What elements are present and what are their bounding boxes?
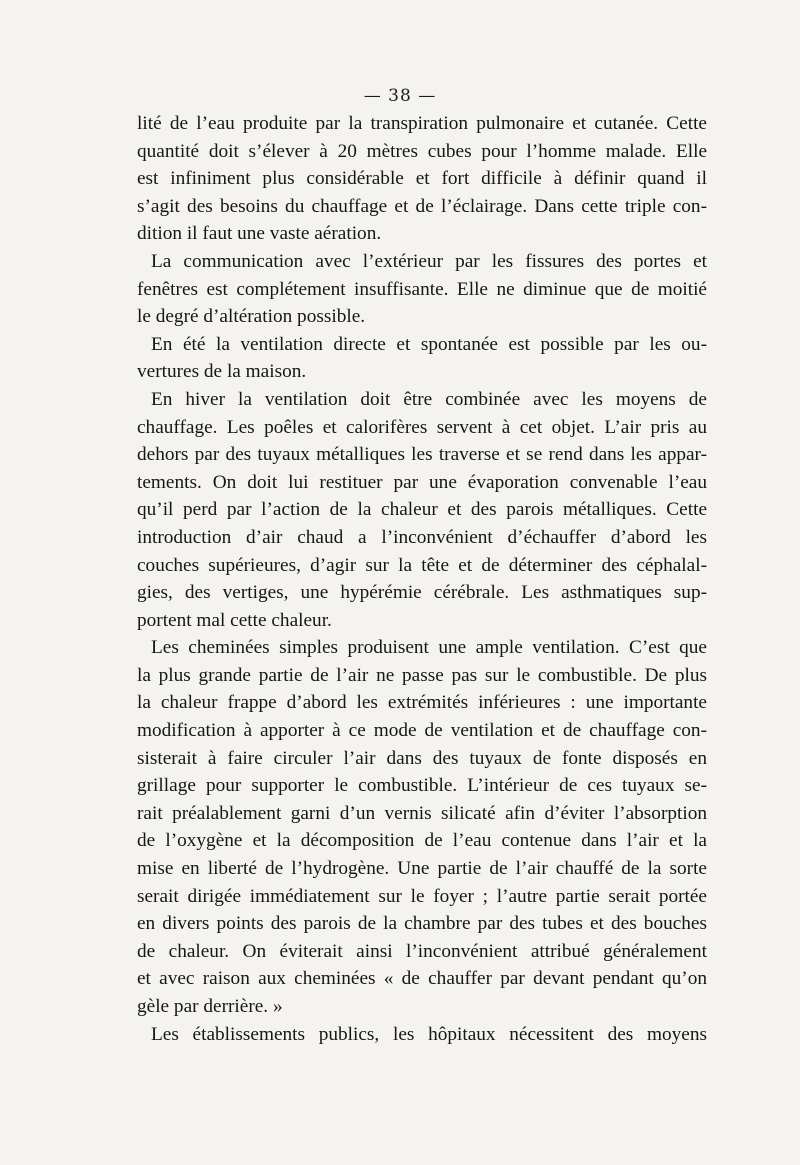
text-line: de chaleur. On éviterait ainsi l’inconvénient attribué généralement	[137, 940, 707, 962]
page-number: — 38 —	[363, 86, 437, 106]
text-line: serait dirigée immédiatement sur le foyer ; l’autre partie serait portée	[137, 885, 707, 907]
text-line: Les cheminées simples produisent une ample ventilation. C’est que	[151, 637, 707, 659]
text-line: sisterait à faire circuler l’air dans des tuyaux de fonte disposés en	[137, 747, 707, 769]
text-line: lité de l’eau produite par la transpiration pulmonaire et cutanée. Cette	[137, 113, 707, 134]
body-text	[137, 110, 707, 1048]
text-line: rait préalablement garni d’un vernis silicaté afin d’éviter l’absorption	[137, 802, 707, 824]
text-line: la plus grande partie de l’air ne passe pas sur le combustible. De plus	[137, 664, 707, 686]
text-line: vertures de la maison.	[137, 361, 307, 383]
text-line: chauffage. Les poêles et calorifères servent à cet objet. L’air pris au	[137, 416, 707, 438]
text-line: tements. On doit lui restituer par une évaporation convenable l’eau	[137, 471, 707, 493]
text-line: grillage pour supporter le combustible. L’intérieur de ces tuyaux se-	[137, 775, 707, 797]
text-line: En hiver la ventilation doit être combinée avec les moyens de	[151, 388, 707, 410]
text-line: le degré d’altération possible.	[137, 306, 366, 328]
text-line: la chaleur frappe d’abord les extrémités inférieures : une importante	[137, 692, 707, 714]
text-line: couches supérieures, d’agir sur la tête et de déterminer des céphalal-	[137, 554, 707, 576]
text-line: portent mal cette chaleur.	[137, 609, 332, 631]
text-line: en divers points des parois de la chambre par des tubes et des bouches	[137, 913, 707, 935]
text-line: modification à apporter à ce mode de ventilation et de chauffage con-	[137, 720, 707, 742]
text-line: introduction d’air chaud a l’inconvénient d’échauffer d’abord les	[137, 526, 707, 548]
text-line: quantité doit s’élever à 20 mètres cubes pour l’homme malade. Elle	[137, 140, 707, 162]
text-line: qu’il perd par l’action de la chaleur et des parois métalliques. Cette	[137, 499, 707, 521]
text-line: s’agit des besoins du chauffage et de l’éclairage. Dans cette triple con-	[137, 195, 707, 217]
text-line: dehors par des tuyaux métalliques les traverse et se rend dans les appar-	[137, 444, 707, 466]
text-line: gèle par derrière. »	[137, 996, 283, 1017]
text-line: Les établissements publics, les hôpitaux nécessitent des moyens	[151, 1023, 707, 1045]
text-line: est infiniment plus considérable et fort difficile à définir quand il	[137, 168, 707, 190]
text-line: dition il faut une vaste aération.	[137, 223, 382, 245]
text-line: La communication avec l’extérieur par les fissures des portes et	[151, 250, 707, 272]
text-line: et avec raison aux cheminées « de chauffer par devant pendant qu’on	[137, 968, 707, 990]
text-line: gies, des vertiges, une hypérémie cérébrale. Les asthmatiques sup-	[137, 582, 707, 604]
text-line: mise en liberté de l’hydrogène. Une partie de l’air chauffé de la sorte	[137, 858, 707, 880]
text-line: En été la ventilation directe et spontanée est possible par les ou-	[151, 333, 707, 355]
text-line: fenêtres est complétement insuffisante. Elle ne diminue que de moitié	[137, 278, 707, 300]
text-line: de l’oxygène et la décomposition de l’eau contenue dans l’air et la	[137, 830, 707, 852]
